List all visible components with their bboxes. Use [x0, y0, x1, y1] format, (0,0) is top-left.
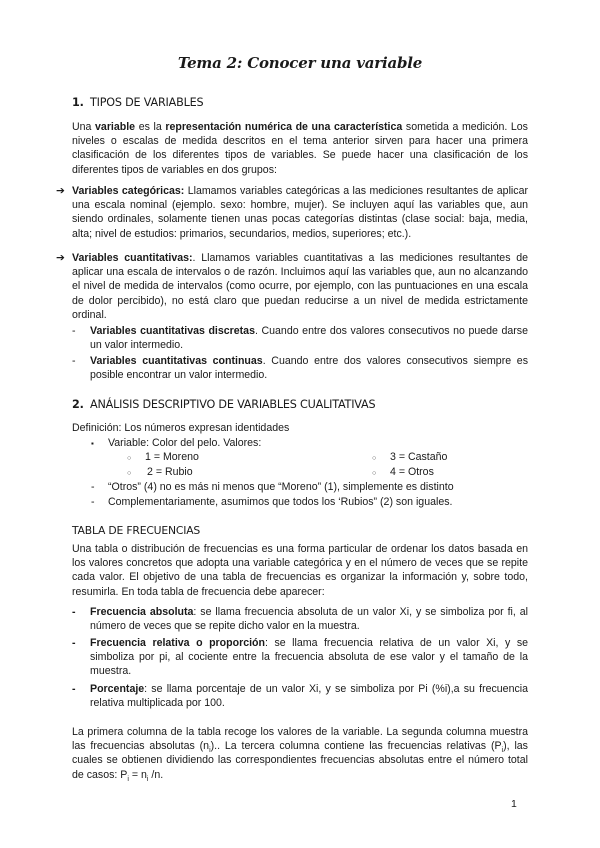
text-frecuencia-absoluta: : se llama frecuencia absoluta de un valor Xi, y se simboliza por fi, al número de veces que se repite dicho valor en la muestra.	[90, 606, 528, 633]
term-categoricas: Variables categóricas:	[72, 185, 185, 197]
definition-line: Definición: Los números expresan identidades	[72, 422, 290, 434]
text-porcentaje: : se llama porcentaje de un valor Xi, y se simboliza por Pi (%i),a su frecuencia relativa multiplicada por 100.	[90, 683, 528, 710]
closing-sub-4: i	[146, 775, 149, 783]
circle-bullet-icon: ○	[127, 470, 132, 477]
tabla-heading: TABLA DE FRECUENCIAS	[72, 524, 201, 537]
circle-bullet-icon: ○	[372, 470, 377, 477]
text-categoricas: Llamamos variables categóricas a las mediciones resultantes de aplicar una escala nominal (ejemplo. sexo: hombre, mujer). Se incluyen aquí las variables que, aun siendo ordinales, solamente tienen unas pocas categorías distintas (clase social: baja, media, alta; nivel de estudios: primarios, secundarios, medios, superiores; etc.).	[72, 185, 528, 240]
closing-sub-3: i	[127, 775, 129, 783]
item-porcentaje	[72, 682, 528, 710]
value-4: 4 = Otros	[390, 466, 434, 478]
text-cuantitativas: . Llamamos variables cuantitativas a las mediciones resultantes de aplicar una escala de intervalos o de razón. Incluimos aquí las variables que, aun no alcanzando el nivel de medida de intervalos (como ocurre, por ejemplo, con las puntuaciones en una escala de dolor percibido), no está claro que puedan reducirse a un nivel de medida estrictamente ordinal.	[72, 252, 529, 321]
section-1-heading	[72, 96, 203, 110]
note-otros: “Otros” (4) no es más ni menos que “Moreno” (1), simplemente es distinto	[108, 481, 454, 493]
dash-bullet: -	[72, 683, 76, 695]
variable-line: Variable: Color del pelo. Valores:	[108, 437, 262, 449]
section-1-intro	[72, 120, 528, 177]
intro-text-2: es la	[135, 121, 166, 133]
section-2-heading	[72, 398, 375, 412]
text-frecuencia-relativa: : se llama frecuencia relativa de un valor Xi, y se simboliza por pi, al cociente entre la frecuencia absoluta de ese valor y el tamaño de la muestra.	[90, 637, 529, 678]
arrow-icon: ➔	[56, 185, 65, 197]
value-2: 2 = Rubio	[147, 466, 193, 478]
tabla-closing	[72, 725, 528, 782]
value-1: 1 = Moreno	[145, 451, 199, 463]
term-cuantitativas: Variables cuantitativas:	[72, 252, 193, 264]
item-frecuencia-relativa	[72, 636, 528, 679]
tabla-intro-text: Una tabla o distribución de frecuencias es una forma particular de ordenar los datos basada en los valores concretos que adopta una variable categórica y en el número de veces que se repite cada valor. El objetivo de una tabla de frecuencias es organizar la información y, sobre todo, resumirla. En toda tabla de frecuencia debe aparecer:	[72, 543, 528, 598]
item-variables-cuantitativas	[56, 251, 528, 322]
dash-bullet: -	[72, 325, 76, 337]
closing-sub-1: i	[209, 747, 211, 755]
item-frecuencia-absoluta	[72, 605, 528, 633]
page-number: 1	[511, 798, 517, 810]
dash-bullet: -	[91, 481, 95, 493]
item-variables-categoricas	[56, 184, 528, 241]
arrow-icon: ➔	[56, 252, 65, 264]
closing-text-a: La primera columna de la tabla recoge los valores de la variable. La segunda columna muestra las frecuencias absolutas (n	[72, 726, 528, 753]
value-3: 3 = Castaño	[390, 451, 448, 463]
section-2-number: 2.	[72, 398, 84, 411]
text-continuas: . Cuando entre dos valores consecutivos siempre es posible encontrar un valor intermedio.	[90, 355, 528, 382]
section-1-number: 1.	[72, 96, 84, 109]
dash-bullet: -	[72, 606, 76, 618]
closing-sub-2: i	[501, 747, 504, 755]
term-frecuencia-relativa: Frecuencia relativa o proporción	[90, 637, 265, 649]
item-cuantitativas-continuas	[72, 354, 528, 382]
closing-text-b: ).. La tercera columna contiene las frecuencias relativas (P	[210, 740, 502, 753]
tabla-intro	[72, 542, 528, 599]
dash-bullet: -	[91, 496, 95, 508]
intro-bold-variable: variable	[95, 121, 136, 133]
term-continuas: Variables cuantitativas continuas	[90, 355, 263, 367]
intro-text-1: Una	[72, 121, 96, 133]
term-frecuencia-absoluta: Frecuencia absoluta	[90, 606, 194, 618]
circle-bullet-icon: ○	[372, 455, 377, 462]
dash-bullet: -	[72, 355, 76, 367]
closing-text-d: = n	[128, 768, 147, 781]
closing-text-e: /n.	[148, 768, 164, 781]
text-discretas: . Cuando entre dos valores consecutivos no puede darse un valor intermedio.	[90, 325, 528, 352]
item-cuantitativas-discretas	[72, 324, 528, 352]
page-title: Tema 2: Conocer una variable	[177, 54, 423, 72]
section-1-title: TIPOS DE VARIABLES	[90, 96, 204, 109]
circle-bullet-icon: ○	[127, 455, 132, 462]
square-bullet-icon: ▪	[91, 439, 94, 448]
intro-bold-definition: representación numérica de una característica	[165, 121, 403, 133]
term-discretas: Variables cuantitativas discretas	[90, 325, 255, 337]
note-rubios: Complementariamente, asumimos que todos los ‘Rubios” (2) son iguales.	[108, 496, 453, 508]
section-2-title: ANÁLISIS DESCRIPTIVO DE VARIABLES CUALITATIVAS	[90, 398, 376, 411]
term-porcentaje: Porcentaje	[90, 683, 145, 695]
dash-bullet: -	[72, 637, 76, 649]
intro-text-3: sometida a medición. Los niveles o escalas de medida descritos en el tema anterior sirven para hacer una primera clasificación de los diferentes tipos de variables. Se puede hacer una clasificación de los diferentes tipos de variables en dos grupos:	[72, 121, 528, 176]
closing-text-c: ), las cuales se obtienen dividiendo las correspondientes frecuencias absolutas entre el número total de casos: P	[72, 740, 528, 781]
